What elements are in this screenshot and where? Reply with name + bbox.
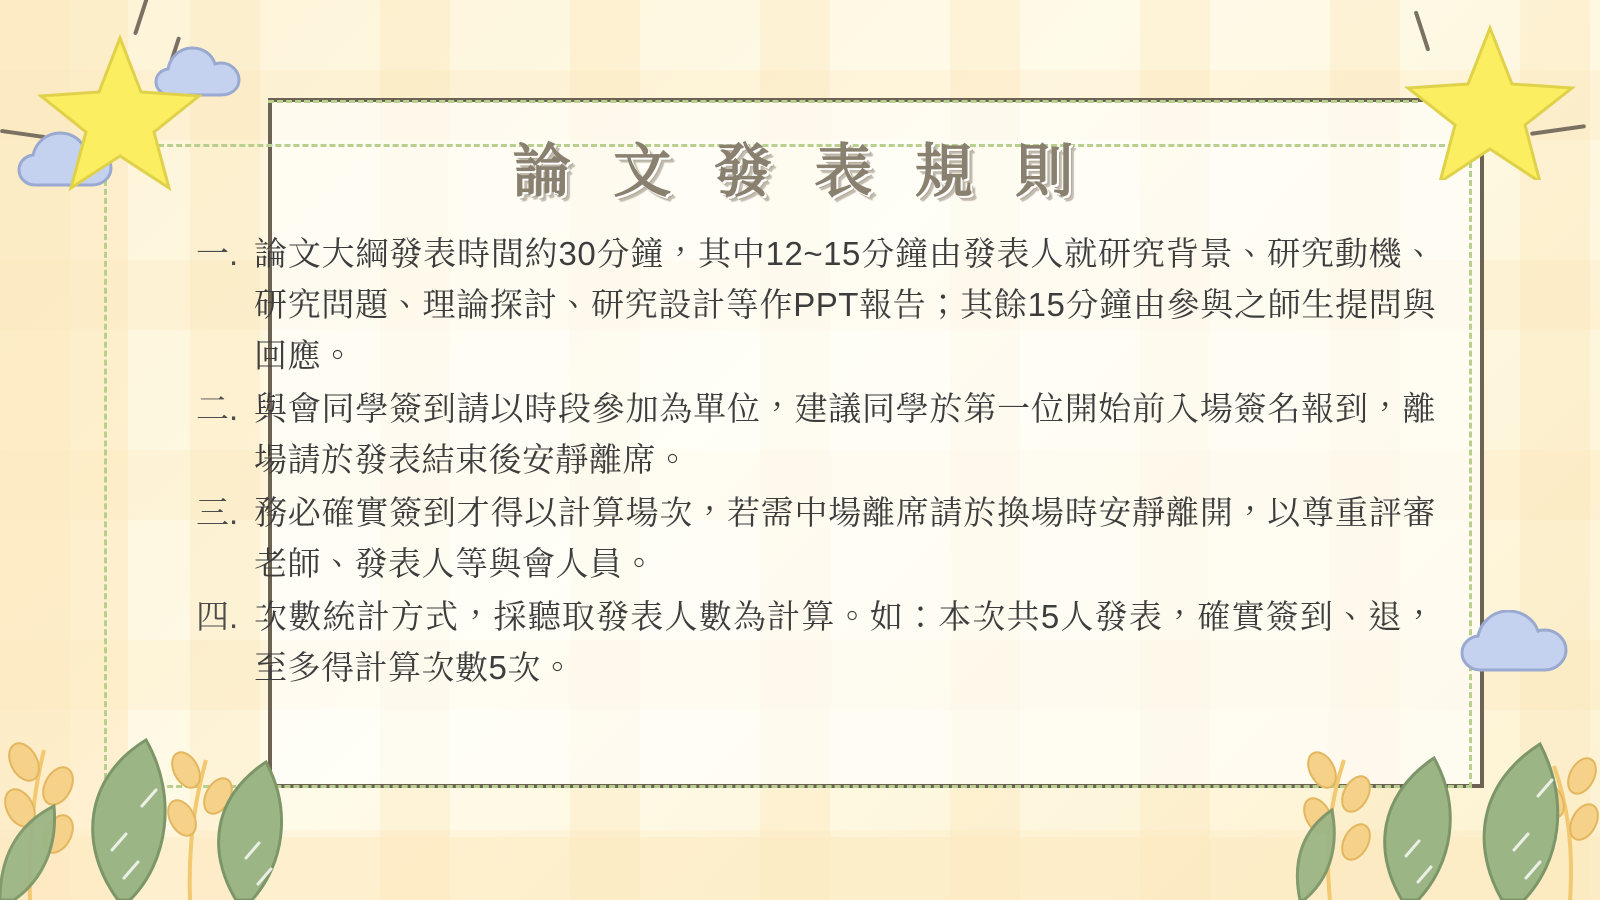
- decor-stroke: [167, 36, 181, 70]
- list-item-text: 次數統計方式，採聽取發表人數為計算。如：本次共5人發表，確實簽到、退，至多得計算次數5次。: [254, 598, 1436, 686]
- list-item-marker: 四.: [196, 598, 239, 635]
- list-item: [196, 383, 1436, 485]
- list-item-marker: 三.: [196, 494, 239, 531]
- list-item-text: 論文大綱發表時間約30分鐘，其中12~15分鐘由發表人就研究背景、研究動機、研究問題、理論探討、研究設計等作PPT報告；其餘15分鐘由參與之師生提問與回應。: [254, 235, 1436, 374]
- list-item-text: 與會同學簽到請以時段參加為單位，建議同學於第一位開始前入場簽名報到，離場請於發表結束後安靜離席。: [254, 390, 1436, 478]
- leaf-icon: [0, 740, 282, 900]
- branch-icon: [0, 738, 238, 858]
- cloud-icon: [156, 48, 239, 95]
- list-item-marker: 二.: [196, 390, 239, 427]
- list-item: [196, 591, 1436, 693]
- branch-icon: [30, 750, 206, 900]
- decor-stroke: [1414, 10, 1431, 51]
- leaf-icon: [112, 790, 271, 884]
- page-title: 論 文 發 表 規 則: [512, 139, 1088, 204]
- rules-list: [196, 228, 1436, 695]
- leaf-icon: [1406, 780, 1552, 882]
- decor-stroke: [133, 0, 151, 35]
- list-item-marker: 一.: [196, 235, 239, 272]
- list-item-text: 務必確實簽到才得以計算場次，若需中場離席請於換場時安靜離開，以尊重評審老師、發表人等與會人員。: [254, 494, 1436, 582]
- list-item: [196, 228, 1436, 381]
- list-item: [196, 487, 1436, 589]
- slide-frame-dashed-top: [268, 100, 1418, 103]
